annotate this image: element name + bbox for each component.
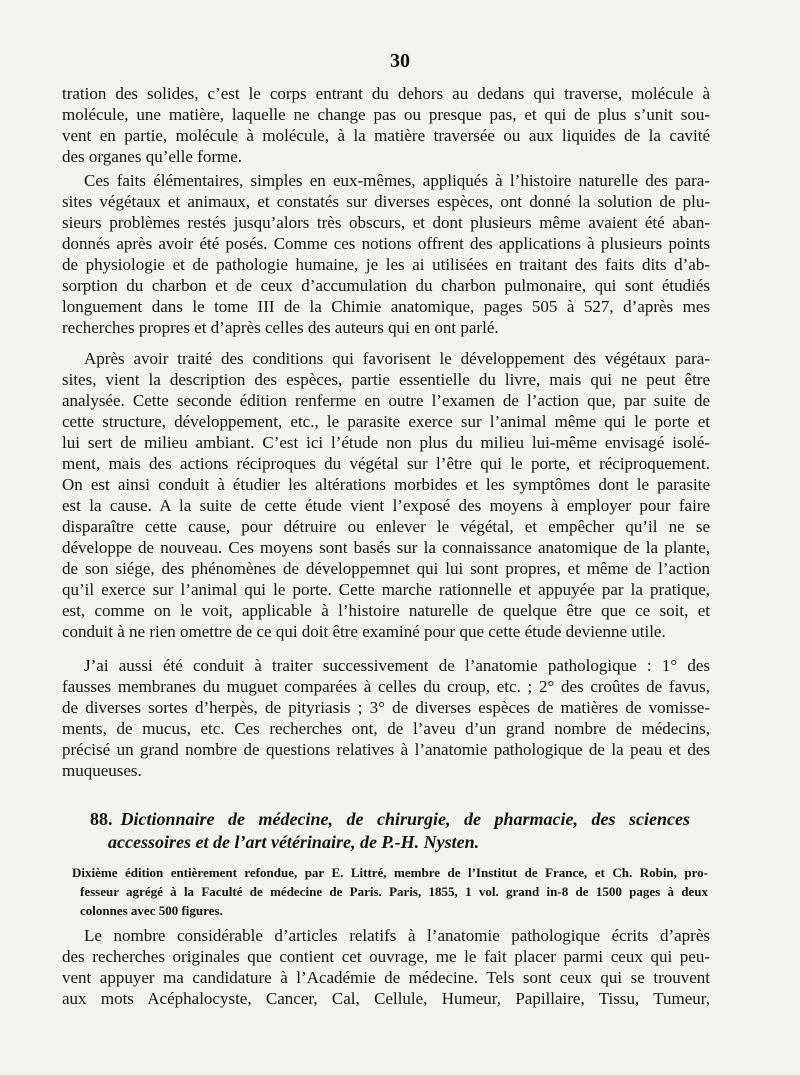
paragraph-3 (62, 348, 710, 642)
entry-title: Dictionnaire de médecine, de chirurgie, de pharmacie, des sciences (120, 809, 690, 829)
bibliographic-note (72, 863, 708, 920)
entry-number: 88. (90, 809, 113, 829)
text-line: vent appuyer ma candidature à l’Académie de médecine. Tels sont ceux qui se trouvent (62, 968, 710, 987)
paragraph-2 (62, 170, 710, 338)
page-number: 30 (390, 50, 410, 72)
text-line: On est ainsi conduit à étudier les altérations morbides et les symptômes dont le parasite (62, 475, 710, 494)
text-line: vent en partie, molécule à molécule, à la matière traversée ou aux liquides de la cavité (62, 126, 710, 145)
text-line: de diverses sortes d’herpès, de pityriasis ; 3° de diverses espèces de matières de vomisse- (62, 698, 710, 717)
text-line: précisé un grand nombre de questions relatives à l’anatomie pathologique de la peau et des (62, 740, 710, 759)
paragraph-5 (62, 925, 710, 1009)
text-line: recherches propres et d’après celles des auteurs qui en ont parlé. (62, 318, 499, 337)
text-line: ment, mais des actions réciproques du végétal sur l’être qui le porte, et réciproquement. (62, 454, 710, 473)
biblio-line: Dixième édition entièrement refondue, par E. Littré, membre de l’Institut de France, et Ch. Robin, pro- (72, 865, 708, 880)
text-line: développe de nouveau. Ces moyens sont basés sur la connaissance anatomique de la plante, (62, 538, 710, 557)
text-line: analysée. Cette seconde édition renferme en outre l’examen de l’action que, par suite de (62, 391, 710, 410)
entry-title-line: accessoires et de l’art vétérinaire, de P.-H. Nysten. (108, 832, 480, 852)
paragraph-4 (62, 655, 710, 781)
text-line: tration des solides, c’est le corps entrant du dehors au dedans qui traverse, molécule à (62, 84, 710, 103)
text-line: Le nombre considérable d’articles relatifs à l’anatomie pathologique écrits d’après (84, 926, 710, 945)
text-line: aux mots Acéphalocyste, Cancer, Cal, Cellule, Humeur, Papillaire, Tissu, Tumeur, (62, 989, 710, 1008)
text-line: Après avoir traité des conditions qui favorisent le développement des végétaux para- (84, 349, 710, 368)
biblio-line: colonnes avec 500 figures. (80, 903, 223, 918)
text-line: J’ai aussi été conduit à traiter successivement de l’anatomie pathologique : 1° des (84, 656, 710, 675)
text-line: Ces faits élémentaires, simples en eux-mêmes, appliqués à l’histoire naturelle des para- (84, 171, 710, 190)
text-line: qu’il exerce sur l’animal qui le porte. Cette marche rationnelle et appuyée par la pratique, (62, 580, 710, 599)
text-line: fausses membranes du muguet comparées à celles du croup, etc. ; 2° des croûtes de favus, (62, 677, 710, 696)
paragraph-1 (62, 83, 710, 167)
text-line: ments, de mucus, etc. Ces recherches ont, de l’aveu d’un grand nombre de médecins, (62, 719, 710, 738)
text-line: est la cause. A la suite de cette étude vient l’exposé des moyens à employer pour faire (62, 496, 710, 515)
text-line: sieurs problèmes restés jusqu’alors très obscurs, et dont plusieurs même avaient été aban- (62, 213, 710, 232)
text-line: longuement dans le tome III de la Chimie anatomique, pages 505 à 527, d’après mes (62, 297, 710, 316)
text-line: lui sert de milieu ambiant. C’est ici l’étude non plus du milieu lui-même envisagé isolé- (62, 433, 710, 452)
text-line: est, comme on le voit, applicable à l’histoire naturelle de quelque être que ce soit, et (62, 601, 710, 620)
entry-title-line (90, 808, 690, 831)
text-line: sites végétaux et animaux, et constatés sur diverses espèces, ont donné la solution de plu- (62, 192, 710, 211)
text-line: donnés après avoir été posés. Comme ces notions offrent des applications à plusieurs points (62, 234, 710, 253)
text-line: conduit à ne rien omettre de ce qui doit être examiné pour que cette étude devienne utile. (62, 622, 666, 641)
text-line: des organes qu’elle forme. (62, 147, 243, 166)
biblio-line: fesseur agrégé à la Faculté de médecine de Paris. Paris, 1855, 1 vol. grand in-8 de 1500 pages à deux (80, 884, 708, 899)
text-line: de son siége, des phénomènes de développemnet qui lui sont propres, et même de l’action (62, 559, 710, 578)
text-line: disparaître cette cause, pour détruire ou enlever le végétal, et empêcher qu’il ne se (62, 517, 710, 536)
entry-heading (90, 808, 690, 854)
text-line: molécule, une matière, laquelle ne change pas ou presque pas, et qui de plus s’unit sou- (62, 105, 710, 124)
text-line: muqueuses. (62, 761, 142, 780)
text-line: sorption du charbon et de ceux d’accumulation du charbon pulmonaire, qui sont étudiés (62, 276, 710, 295)
text-line: de physiologie et de pathologie humaine, je les ai utilisées en traitant des faits dits d’ab- (62, 255, 710, 274)
text-line: cette structure, développement, etc., le parasite exerce sur l’animal même qui le porte et (62, 412, 710, 431)
text-line: des recherches originales que contient cet ouvrage, me le fait placer parmi ceux qui peu- (62, 947, 710, 966)
text-line: sites, vient la description des espèces, partie essentielle du livre, mais qui ne peut être (62, 370, 710, 389)
